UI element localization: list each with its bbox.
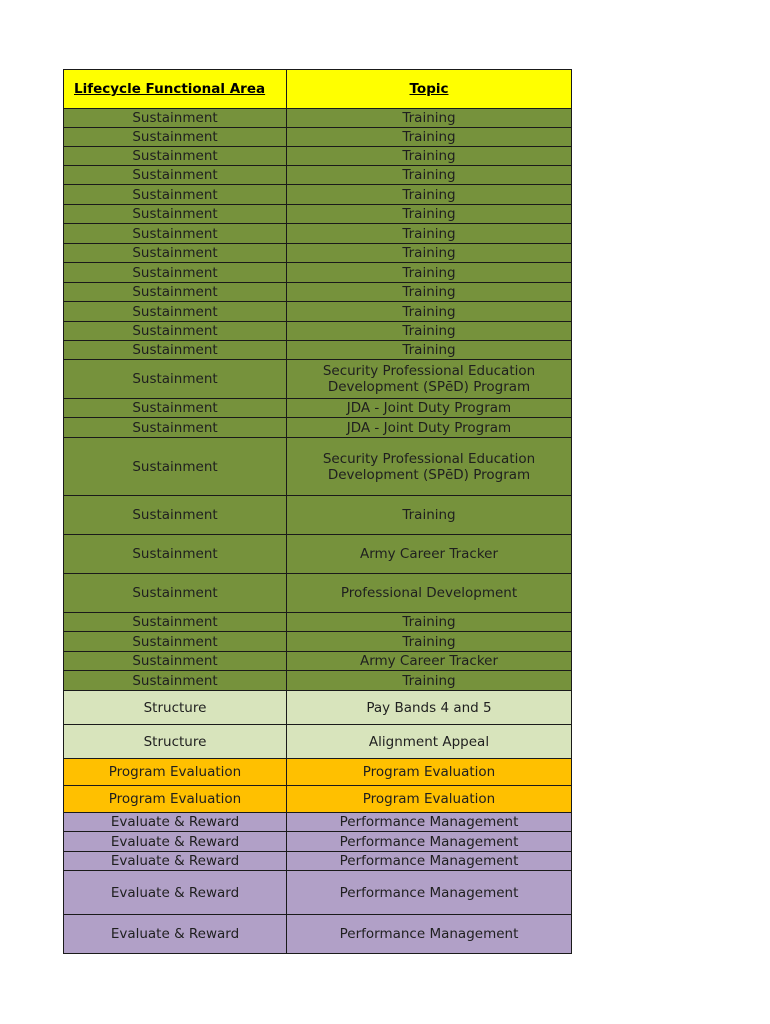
area-cell: Evaluate & Reward [64,915,287,954]
table-row [64,915,572,954]
topic-cell: Security Professional Education Development (SPēD) Program [287,438,572,496]
table-row [64,147,572,166]
topic-cell: Training [287,147,572,166]
area-cell: Sustainment [64,185,287,205]
lifecycle-topic-table [63,69,572,954]
table-row [64,535,572,574]
topic-cell: Performance Management [287,915,572,954]
table-row [64,725,572,759]
topic-cell: Training [287,632,572,652]
topic-cell: Alignment Appeal [287,725,572,759]
topic-cell: Performance Management [287,852,572,871]
topic-cell: Professional Development [287,574,572,613]
topic-cell: Training [287,341,572,360]
topic-cell: Pay Bands 4 and 5 [287,691,572,725]
table-row [64,871,572,915]
table-row [64,613,572,632]
table-row [64,671,572,691]
topic-cell: Training [287,263,572,283]
topic-cell: Training [287,671,572,691]
table-row [64,574,572,613]
table-row [64,418,572,438]
topic-cell: Training [287,613,572,632]
table-row [64,244,572,263]
area-cell: Sustainment [64,224,287,244]
area-cell: Sustainment [64,341,287,360]
header-topic: Topic [287,70,572,109]
area-cell: Sustainment [64,652,287,671]
area-cell: Sustainment [64,418,287,438]
topic-cell: Performance Management [287,832,572,852]
topic-cell: Performance Management [287,813,572,832]
area-cell: Sustainment [64,574,287,613]
topic-cell: Security Professional Education Development (SPēD) Program [287,360,572,399]
topic-cell: JDA - Joint Duty Program [287,399,572,418]
topic-cell: Training [287,302,572,322]
area-cell: Sustainment [64,128,287,147]
table-row [64,496,572,535]
header-lifecycle-functional-area: Lifecycle Functional Area [64,70,287,109]
topic-cell: Training [287,224,572,244]
area-cell: Sustainment [64,399,287,418]
table-row [64,109,572,128]
table-row [64,205,572,224]
area-cell: Sustainment [64,632,287,652]
table-body [64,109,572,954]
area-cell: Sustainment [64,205,287,224]
table-row [64,632,572,652]
area-cell: Sustainment [64,496,287,535]
table-header-row [64,70,572,109]
table-row [64,438,572,496]
topic-cell: Training [287,205,572,224]
table-row [64,322,572,341]
topic-cell: Training [287,128,572,147]
table-row [64,652,572,671]
area-cell: Evaluate & Reward [64,832,287,852]
table-row [64,166,572,185]
area-cell: Sustainment [64,360,287,399]
table-row [64,224,572,244]
area-cell: Evaluate & Reward [64,813,287,832]
table-row [64,185,572,205]
table-row [64,128,572,147]
area-cell: Sustainment [64,302,287,322]
table-row [64,302,572,322]
table-row [64,832,572,852]
topic-cell: JDA - Joint Duty Program [287,418,572,438]
area-cell: Sustainment [64,166,287,185]
area-cell: Evaluate & Reward [64,871,287,915]
table-row [64,852,572,871]
table-row [64,283,572,302]
topic-cell: Training [287,322,572,341]
area-cell: Program Evaluation [64,786,287,813]
table-row [64,759,572,786]
table-row [64,399,572,418]
topic-cell: Training [287,244,572,263]
table-row [64,341,572,360]
topic-cell: Training [287,496,572,535]
topic-cell: Training [287,283,572,302]
topic-cell: Army Career Tracker [287,652,572,671]
area-cell: Structure [64,691,287,725]
topic-cell: Training [287,166,572,185]
topic-cell: Program Evaluation [287,786,572,813]
area-cell: Sustainment [64,283,287,302]
table-row [64,786,572,813]
area-cell: Structure [64,725,287,759]
area-cell: Sustainment [64,613,287,632]
topic-cell: Army Career Tracker [287,535,572,574]
area-cell: Sustainment [64,244,287,263]
topic-cell: Training [287,185,572,205]
topic-cell: Program Evaluation [287,759,572,786]
table-row [64,360,572,399]
table-row [64,813,572,832]
area-cell: Evaluate & Reward [64,852,287,871]
area-cell: Sustainment [64,109,287,128]
area-cell: Sustainment [64,322,287,341]
topic-cell: Training [287,109,572,128]
table-row [64,263,572,283]
area-cell: Sustainment [64,671,287,691]
area-cell: Sustainment [64,438,287,496]
area-cell: Sustainment [64,535,287,574]
area-cell: Sustainment [64,263,287,283]
area-cell: Program Evaluation [64,759,287,786]
table-row [64,691,572,725]
area-cell: Sustainment [64,147,287,166]
topic-cell: Performance Management [287,871,572,915]
